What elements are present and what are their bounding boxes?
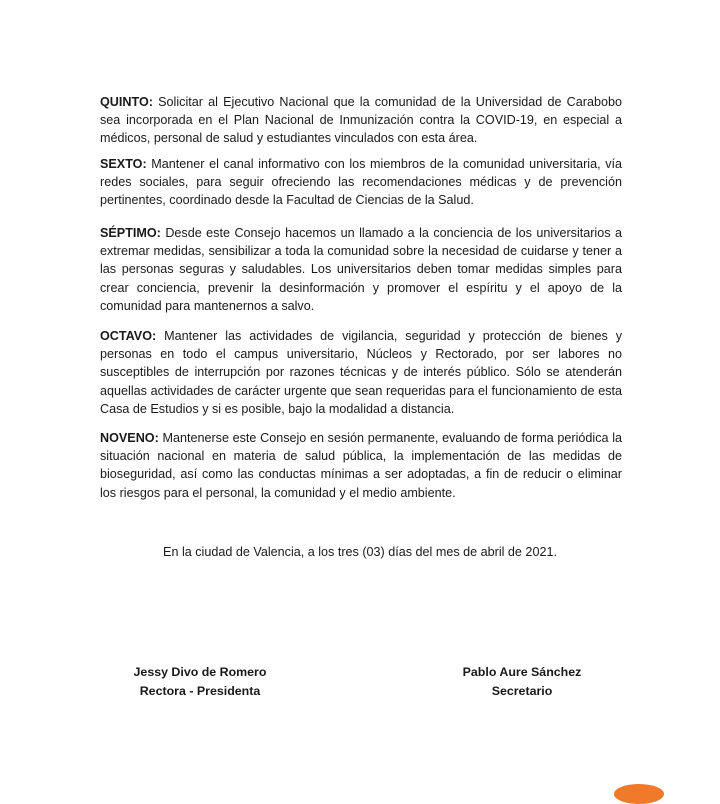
signatory-name: Pablo Aure Sánchez: [462, 665, 582, 679]
signatory-role: Secretario: [491, 684, 553, 698]
resolution-text: Solicitar al Ejecutivo Nacional que la comunidad de la Universidad de Carabobo sea incorporada en el Plan Nacional de Inmunización contra la COVID-19, en especial a médicos, personal de salud y estudiantes vinculados con esta área.: [100, 95, 622, 146]
signature-block-secretary: [432, 663, 612, 701]
corner-decoration: [614, 784, 664, 804]
signatory-role: Rectora - Presidenta: [139, 684, 261, 698]
closing-date-line: En la ciudad de Valencia, a los tres (03) días del mes de abril de 2021.: [163, 545, 557, 559]
resolution-noveno: [100, 429, 622, 502]
resolution-text: Desde este Consejo hacemos un llamado a la conciencia de los universitarios a extremar medidas, sensibilizar a toda la comunidad sobre la necesidad de cuidarse y tener a las personas seguras y saludables. Los universitarios deben tomar medidas simples para crear conciencia, prevenir la desinformación y promover el espíritu y el apoyo de la comunidad para mantenernos a salvo.: [100, 226, 622, 313]
resolution-lead: SEXTO:: [100, 157, 147, 171]
resolution-lead: NOVENO:: [100, 431, 159, 445]
resolution-text: Mantener el canal informativo con los miembros de la comunidad universitaria, vía redes sociales, para seguir ofreciendo las recomendaciones médicas y de prevención pertinentes, coordinado desde la Facultad de Ciencias de la Salud.: [100, 157, 622, 208]
signature-block-rector: [110, 663, 290, 701]
resolution-lead: QUINTO:: [100, 95, 153, 109]
signatory-name: Jessy Divo de Romero: [133, 665, 267, 679]
resolution-sexto: [100, 155, 622, 210]
resolution-text: Mantener las actividades de vigilancia, seguridad y protección de bienes y personas en todo el campus universitario, Núcleos y Rectorado, por ser labores no susceptibles de interrupción por razones técnicas y de interés público. Sólo se atenderán aquellas actividades de carácter urgente que sean requeridas para el funcionamiento de esta Casa de Estudios y si es posible, bajo la modalidad a distancia.: [100, 329, 622, 416]
resolution-octavo: [100, 327, 622, 418]
resolution-lead: SÉPTIMO:: [100, 226, 161, 240]
resolution-quinto: [100, 93, 622, 148]
resolution-lead: OCTAVO:: [100, 329, 157, 343]
resolution-septimo: [100, 224, 622, 315]
resolution-text: Mantenerse este Consejo en sesión permanente, evaluando de forma periódica la situación nacional en materia de salud pública, la implementación de las medidas de bioseguridad, así como las conductas mínimas a ser adoptadas, a fin de reducir o eliminar los riesgos para el personal, la comunidad y el medio ambiente.: [100, 431, 622, 500]
